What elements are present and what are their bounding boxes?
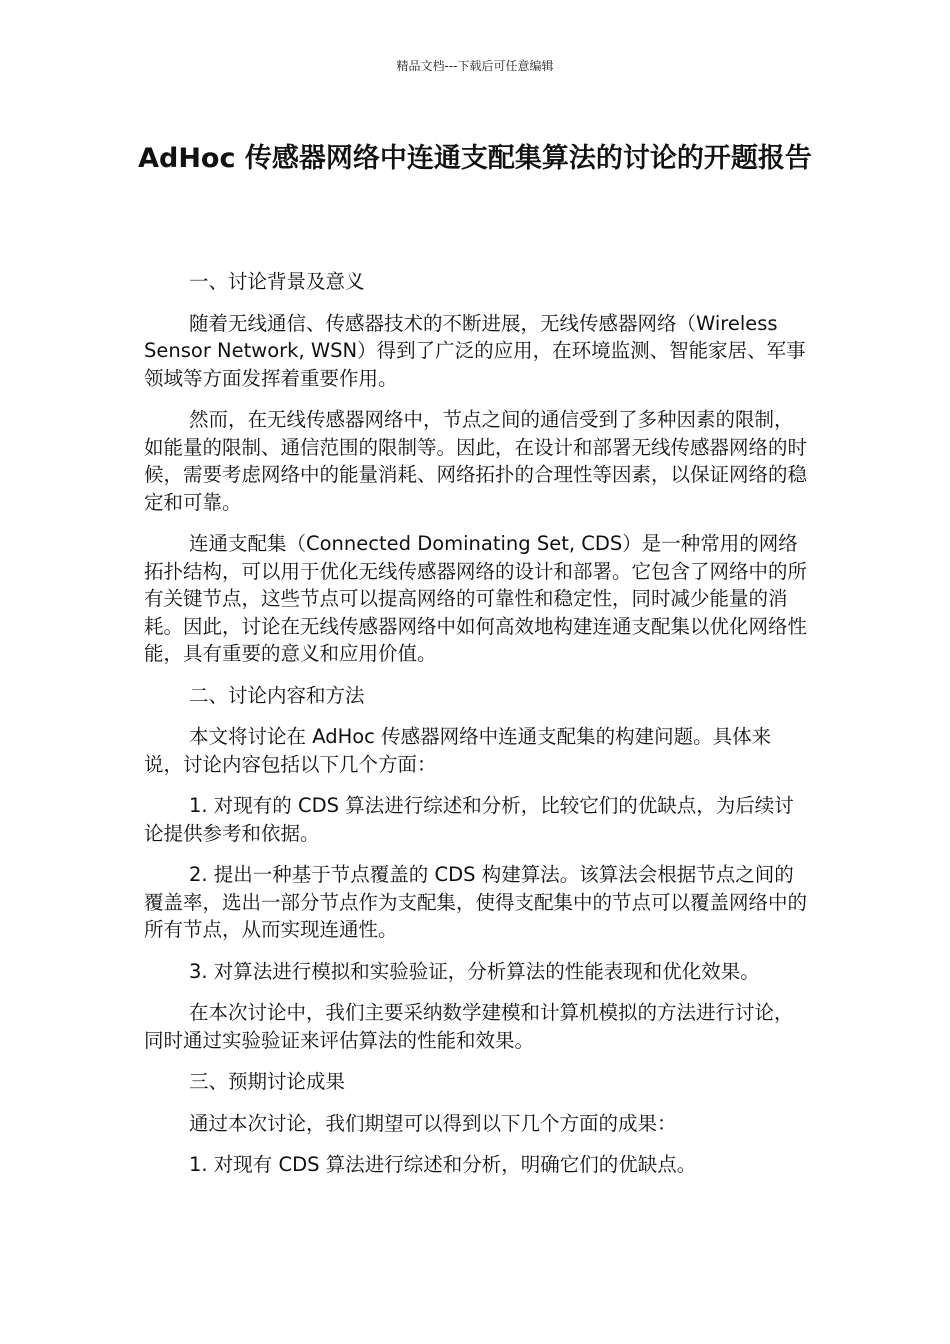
section-heading-expected-results: 三、预期讨论成果 [189,1070,346,1093]
paragraph: 通过本次讨论，我们期望可以得到以下几个方面的成果： [189,1111,677,1135]
paragraph: 随着无线通信、传感器技术的不断进展，无线传感器网络（Wireless Sensor Network, WSN）得到了广泛的应用，在环境监测、智能家居、军事领域等方面发挥着重要作用。 [144,311,806,390]
list-item: 1. 对现有的 CDS 算法进行综述和分析，比较它们的优缺点，为后续讨论提供参考和依据。 [144,794,794,845]
paragraph: 本文将讨论在 AdHoc 传感器网络中连通支配集的构建问题。具体来说，讨论内容包括以下几个方面： [144,725,772,776]
list-item: 3. 对算法进行模拟和实验验证，分析算法的性能表现和优化效果。 [189,959,760,983]
list-item: 2. 提出一种基于节点覆盖的 CDS 构建算法。该算法会根据节点之间的覆盖率，选出一部分节点作为支配集，使得支配集中的节点可以覆盖网络中的所有节点，从而实现连通性。 [144,863,808,941]
paragraph: 连通支配集（Connected Dominating Set, CDS）是一种常用的网络拓扑结构，可以用于优化无线传感器网络的设计和部署。它包含了网络中的所有关键节点，这些节点可以提高网络的可靠性和稳定性，同时减少能量的消耗。因此，讨论在无线传感器网络中如何高效地构建连通支配集以优化网络性能，具有重要的意义和应用价值。 [144,532,808,665]
document-body [144,268,810,1193]
list-item: 1. 对现有 CDS 算法进行综述和分析，明确它们的优缺点。 [189,1153,697,1176]
header-note: 精品文档---下载后可任意编辑 [396,59,554,73]
paragraph: 在本次讨论中，我们主要采纳数学建模和计算机模拟的方法进行讨论，同时通过实验验证来评估算法的性能和效果。 [144,1001,794,1052]
paragraph: 然而，在无线传感器网络中，节点之间的通信受到了多种因素的限制，如能量的限制、通信范围的限制等。因此，在设计和部署无线传感器网络的时候，需要考虑网络中的能量消耗、网络拓扑的合理性等因素，以保证网络的稳定和可靠。 [144,408,808,514]
document-title: AdHoc 传感器网络中连通支配集算法的讨论的开题报告 [138,143,812,174]
section-heading-background: 一、讨论背景及意义 [189,270,365,293]
section-heading-content-method: 二、讨论内容和方法 [189,683,365,707]
